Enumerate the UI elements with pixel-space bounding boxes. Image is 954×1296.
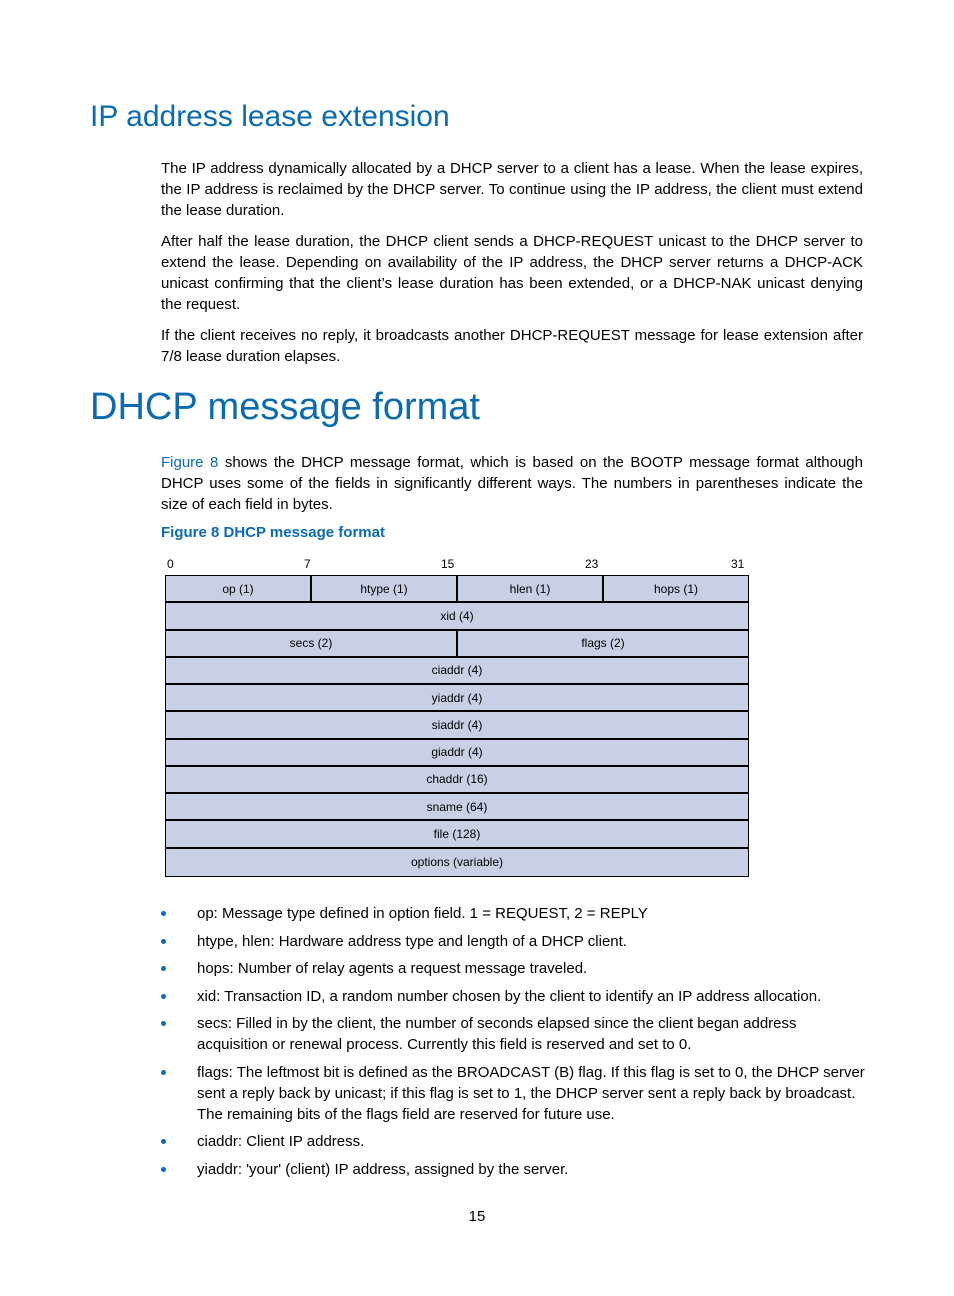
field-row — [166, 767, 748, 794]
field-row — [166, 603, 748, 630]
intro-text: shows the DHCP message format, which is based on the BOOTP message format although DHCP uses some of the fields in significantly different ways. The numbers in parentheses indicate the size of each field in bytes. — [161, 454, 863, 513]
field-flags: flags (2) — [458, 631, 748, 658]
field-chaddr: chaddr (16) — [166, 767, 748, 794]
bullet-icon — [161, 1167, 166, 1172]
field-row — [166, 576, 748, 603]
bit-label: 23 — [585, 557, 599, 571]
field-row — [166, 821, 748, 848]
list-item — [161, 903, 865, 924]
field-row — [166, 712, 748, 739]
list-item — [161, 1131, 865, 1152]
field-row — [166, 631, 748, 658]
figure-caption: Figure 8 DHCP message format — [161, 524, 385, 541]
list-item — [161, 1159, 865, 1180]
list-item-text: secs: Filled in by the client, the number of seconds elapsed since the client began address acquisition or renewal process. Currently this field is reserved and set to 0. — [197, 1015, 797, 1053]
bit-label: 31 — [731, 557, 745, 571]
field-hlen: hlen (1) — [458, 576, 604, 603]
field-row — [166, 685, 748, 712]
list-item — [161, 958, 865, 979]
field-giaddr: giaddr (4) — [166, 740, 748, 767]
paragraph: If the client receives no reply, it broadcasts another DHCP-REQUEST message for lease extension after 7/8 lease duration elapses. — [161, 327, 863, 365]
field-yiaddr: yiaddr (4) — [166, 685, 748, 712]
bullet-icon — [161, 1070, 166, 1075]
list-item — [161, 986, 865, 1007]
list-item — [161, 1062, 865, 1125]
list-item-text: hops: Number of relay agents a request message traveled. — [197, 960, 588, 977]
bit-label: 7 — [304, 557, 311, 571]
section-title: IP address lease extension — [90, 100, 450, 133]
list-item-text: htype, hlen: Hardware address type and length of a DHCP client. — [197, 932, 627, 950]
field-description-list — [161, 903, 865, 1186]
field-row — [166, 740, 748, 767]
list-item-text: xid: Transaction ID, a random number chosen by the client to identify an IP address allocation. — [197, 987, 822, 1005]
field-row — [166, 658, 748, 685]
field-xid: xid (4) — [166, 603, 748, 630]
bullet-icon — [161, 1021, 166, 1026]
field-op: op (1) — [166, 576, 312, 603]
field-hops: hops (1) — [604, 576, 748, 603]
field-row — [166, 849, 748, 876]
bullet-icon — [161, 911, 166, 916]
field-row — [166, 794, 748, 821]
paragraph: After half the lease duration, the DHCP client sends a DHCP-REQUEST unicast to the DHCP server to extend the lease. Depending on availability of the IP address, the DHCP server returns a DHCP-ACK unicast confirming that the client’s lease duration has been extended, or a DHCP-NAK unicast denying the request. — [161, 233, 863, 313]
bullet-icon — [161, 966, 166, 971]
list-item — [161, 931, 865, 952]
field-htype: htype (1) — [312, 576, 458, 603]
bit-label: 0 — [167, 557, 174, 571]
list-item-text: flags: The leftmost bit is defined as the BROADCAST (B) flag. If this flag is set to 0, the DHCP server sent a reply back by unicast; if this flag is set to 1, the DHCP server sent a reply back by broadcast. The remaining bits of the flags field are reserved for future use. — [197, 1063, 865, 1123]
bit-label: 15 — [441, 557, 455, 571]
intro-paragraph — [161, 452, 863, 515]
list-item-text: op: Message type defined in option field. 1 = REQUEST, 2 = REPLY — [197, 905, 648, 922]
list-item-text: ciaddr: Client IP address. — [197, 1133, 365, 1150]
page-number: 15 — [468, 1208, 486, 1225]
chapter-title: DHCP message format — [90, 386, 480, 428]
field-ciaddr: ciaddr (4) — [166, 658, 748, 685]
message-format-diagram — [165, 575, 749, 877]
list-item-text: yiaddr: 'your' (client) IP address, assigned by the server. — [197, 1160, 569, 1178]
paragraph: The IP address dynamically allocated by a DHCP server to a client has a lease. When the lease expires, the IP address is reclaimed by the DHCP server. To continue using the IP address, the client must extend the lease duration. — [161, 160, 863, 219]
figure-link[interactable]: Figure 8 — [161, 454, 219, 471]
bullet-icon — [161, 994, 166, 999]
field-siaddr: siaddr (4) — [166, 712, 748, 739]
field-sname: sname (64) — [166, 794, 748, 821]
field-file: file (128) — [166, 821, 748, 848]
field-options: options (variable) — [166, 849, 748, 876]
bullet-icon — [161, 1139, 166, 1144]
field-secs: secs (2) — [166, 631, 458, 658]
list-item — [161, 1013, 865, 1055]
bullet-icon — [161, 939, 166, 944]
